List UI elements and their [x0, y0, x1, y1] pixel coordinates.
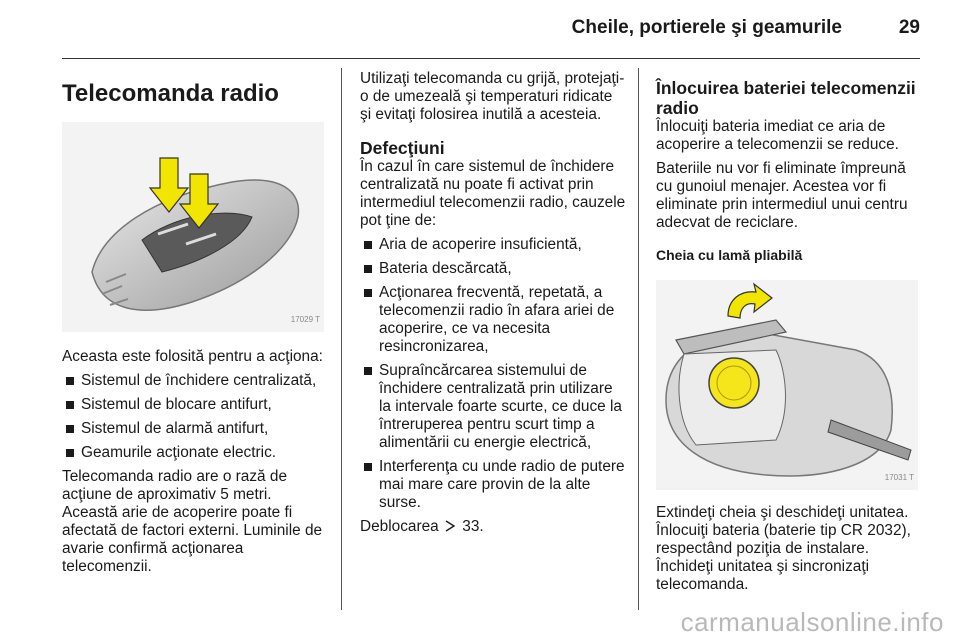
figure-code: 17029 T: [290, 315, 320, 324]
list-item: Supraîncărcarea sistemului de închidere centralizată prin utilizare la intervale foarte scurte, ce duce la întreruperea pentru scurt timp a alimentării cu energie electrică,: [360, 362, 626, 452]
column-left: [62, 70, 328, 576]
column-middle: [360, 70, 626, 536]
reference-label: Deblocarea: [360, 518, 439, 535]
body-paragraph: În cazul în care sistemul de închidere centralizată nu poate fi activat prin intermediul telecomenzii radio, cauzele pot ţine de:: [360, 158, 626, 229]
watermark: carmanualsonline.info: [680, 607, 944, 637]
list-item: Bateria descărcată,: [360, 260, 626, 278]
page-number: 29: [898, 17, 920, 38]
bullet-list: [360, 236, 626, 512]
page-header: [62, 0, 920, 59]
list-item: Aria de acoperire insuficientă,: [360, 236, 626, 254]
body-paragraph: Telecomanda radio are o rază de acţiune de aproximativ 5 metri. Această arie de acoperire poate fi afectată de factori externi. Luminile de avarie confirmă acţionarea telecomenzii.: [62, 468, 323, 575]
folding-key-illustration: [656, 280, 918, 490]
body-paragraph: Bateriile nu vor fi eliminate împreună cu gunoiul menajer. Acestea vor fi eliminate prin intermediul unui centru adecvat de reciclare.: [656, 160, 908, 231]
page-title: Cheile, portierele şi geamurile: [571, 17, 842, 38]
folding-key-figure: [656, 280, 918, 490]
list-item: Geamurile acţionate electric.: [62, 444, 328, 462]
column-divider: [638, 68, 639, 610]
reference-arrow-icon: [445, 520, 456, 532]
list-item: Sistemul de închidere centralizată,: [62, 372, 328, 390]
column-divider: [341, 68, 342, 610]
list-item: Acţionarea frecventă, repetată, a telecomenzii radio în afara ariei de acoperire, ce va necesita resincronizarea,: [360, 284, 626, 356]
cross-reference: [360, 518, 626, 536]
remote-control-figure: [62, 122, 324, 332]
body-paragraph: Înlocuiţi bateria imediat ce aria de acoperire a telecomenzii se reduce.: [656, 118, 899, 153]
section-heading: Înlocuirea bateriei telecomenzii radio: [656, 78, 916, 118]
bullet-list: [62, 372, 328, 462]
figure-code: 17031 T: [884, 473, 914, 482]
intro-text: Aceasta este folosită pentru a acţiona:: [62, 348, 323, 365]
subsection-heading: Cheia cu lamă pliabilă: [656, 247, 803, 263]
body-paragraph: Extindeţi cheia şi deschideţi unitatea. Înlocuiţi bateria (baterie tip CR 2032), respectând poziţia de instalare. Închideţi unitatea şi sincronizaţi telecomanda.: [656, 504, 911, 593]
reference-page[interactable]: 33.: [462, 518, 484, 535]
list-item: Interferenţa cu unde radio de putere mai mare care provin de la alte surse.: [360, 458, 626, 512]
list-item: Sistemul de blocare antifurt,: [62, 396, 328, 414]
section-heading: Telecomanda radio: [62, 80, 279, 107]
intro-text: Utilizaţi telecomanda cu grijă, protejaţi-o de umezeală şi temperaturi ridicate şi evitaţi folosirea inutilă a acesteia.: [360, 70, 625, 123]
remote-key-illustration: [62, 122, 324, 332]
column-right: [656, 70, 926, 594]
section-heading: Defecţiuni: [360, 138, 445, 158]
list-item: Sistemul de alarmă antifurt,: [62, 420, 328, 438]
